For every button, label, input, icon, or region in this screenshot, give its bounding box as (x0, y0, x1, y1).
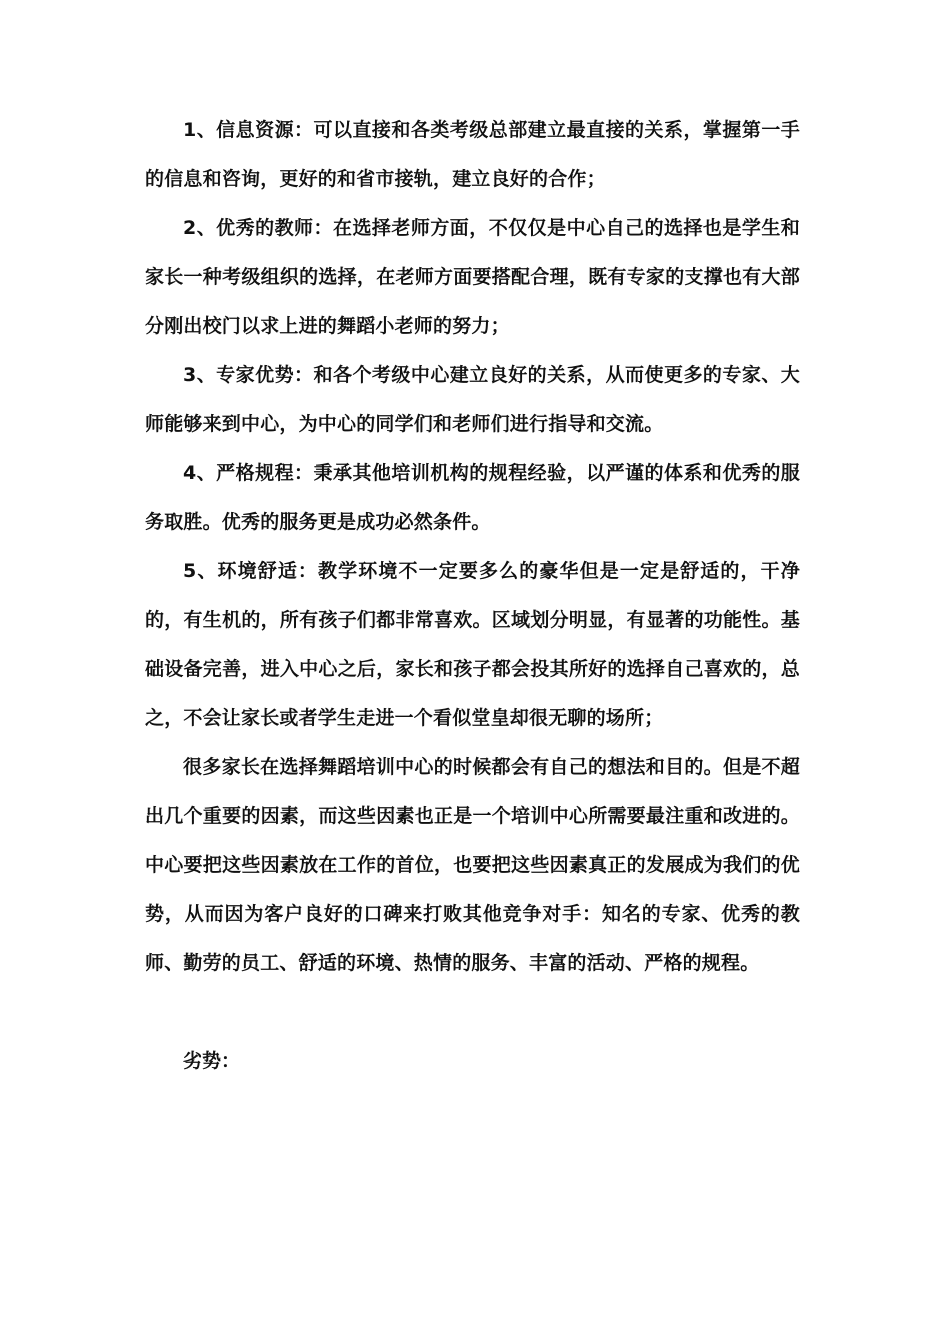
document-body (145, 106, 800, 1086)
paragraph-expert-advantage: 3、专家优势：和各个考级中心建立良好的关系，从而使更多的专家、大师能够来到中心，为中心的同学们和老师们进行指导和交流。 (145, 364, 800, 435)
paragraph-comfortable-environment: 5、环境舒适：教学环境不一定要多么的豪华但是一定是舒适的，干净的，有生机的，所有孩子们都非常喜欢。区域划分明显，有显著的功能性。基础设备完善，进入中心之后，家长和孩子都会投其所好的选择自己喜欢的，总之，不会让家长或者学生走进一个看似堂皇却很无聊的场所； (145, 560, 800, 729)
paragraph-summary: 很多家长在选择舞蹈培训中心的时候都会有自己的想法和目的。但是不超出几个重要的因素，而这些因素也正是一个培训中心所需要最注重和改进的。中心要把这些因素放在工作的首位，也要把这些因素真正的发展成为我们的优势，从而因为客户良好的口碑来打败其他竞争对手：知名的专家、优秀的教师、勤劳的员工、舒适的环境、热情的服务、丰富的活动、严格的规程。 (145, 756, 800, 974)
paragraph-info-resources: 1、信息资源：可以直接和各类考级总部建立最直接的关系，掌握第一手的信息和咨询，更好的和省市接轨，建立良好的合作； (145, 119, 800, 190)
section-heading-weaknesses: 劣势： (183, 1050, 241, 1072)
paragraph-excellent-teachers: 2、优秀的教师：在选择老师方面，不仅仅是中心自己的选择也是学生和家长一种考级组织的选择，在老师方面要搭配合理，既有专家的支撑也有大部分刚出校门以求上进的舞蹈小老师的努力； (145, 217, 800, 337)
paragraph-strict-rules: 4、严格规程：秉承其他培训机构的规程经验，以严谨的体系和优秀的服务取胜。优秀的服务更是成功必然条件。 (145, 462, 800, 533)
